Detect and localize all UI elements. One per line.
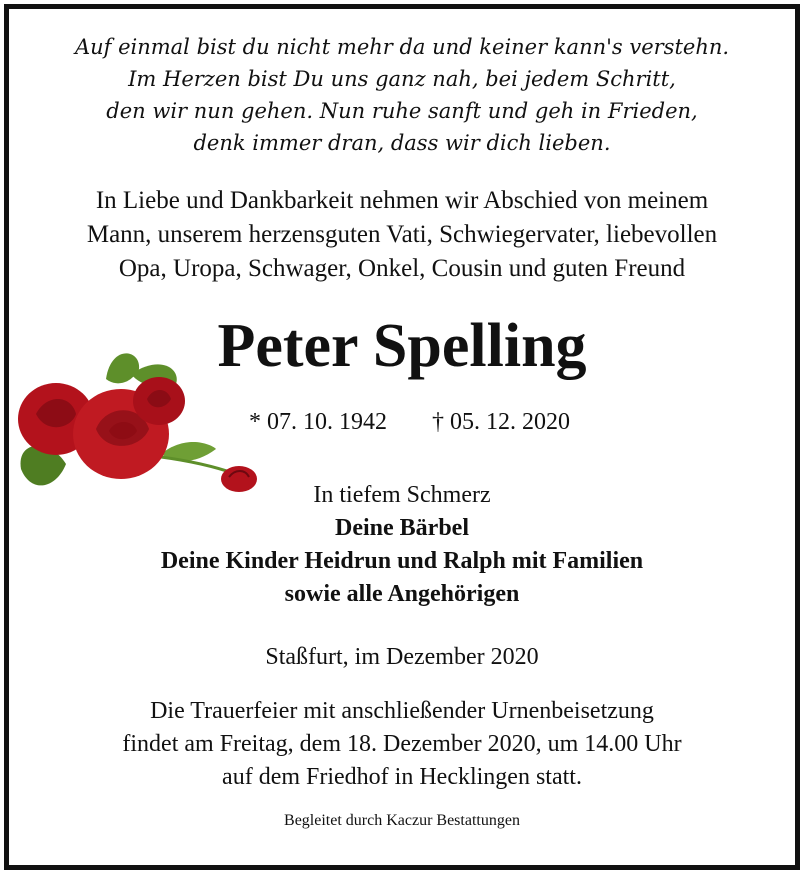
- deceased-name: Peter Spelling: [217, 312, 587, 380]
- funeral-line: auf dem Friedhof in Hecklingen statt.: [222, 764, 582, 790]
- signature-line: Deine Kinder Heidrun und Ralph mit Familien: [160, 548, 644, 574]
- death-date: † 05. 12. 2020: [432, 409, 570, 435]
- poem-line: den wir nun gehen. Nun ruhe sanft und geh in Frieden,: [106, 99, 698, 123]
- birth-date: * 07. 10. 1942: [249, 409, 387, 435]
- funeral-info: [9, 695, 795, 794]
- funeral-home-credit: Begleitet durch Kaczur Bestattungen: [284, 812, 520, 829]
- intro-line: In Liebe und Dankbarkeit nehmen wir Abschied von meinem: [95, 187, 709, 214]
- poem-line: Im Herzen bist Du uns ganz nah, bei jedem Schritt,: [128, 67, 676, 91]
- funeral-line: findet am Freitag, dem 18. Dezember 2020, um 14.00 Uhr: [122, 731, 682, 757]
- funeral-line: Die Trauerfeier mit anschließender Urnenbeisetzung: [150, 698, 654, 724]
- place-and-date: Staßfurt, im Dezember 2020: [265, 644, 539, 670]
- obituary-card: [4, 4, 800, 870]
- poem-line: denk immer dran, dass wir dich lieben.: [193, 131, 611, 155]
- signature-intro: In tiefem Schmerz: [313, 482, 491, 508]
- poem-line: Auf einmal bist du nicht mehr da und keiner kann's verstehn.: [74, 35, 730, 59]
- intro-line: Opa, Uropa, Schwager, Onkel, Cousin und guten Freund: [118, 255, 686, 282]
- signature-line: sowie alle Angehörigen: [284, 581, 520, 607]
- signature-line: Deine Bärbel: [335, 515, 469, 541]
- intro-line: Mann, unserem herzensguten Vati, Schwiegervater, liebevollen: [86, 221, 718, 248]
- mourners-signature: [9, 479, 795, 611]
- poem-block: [9, 31, 795, 159]
- intro-text: [9, 184, 795, 286]
